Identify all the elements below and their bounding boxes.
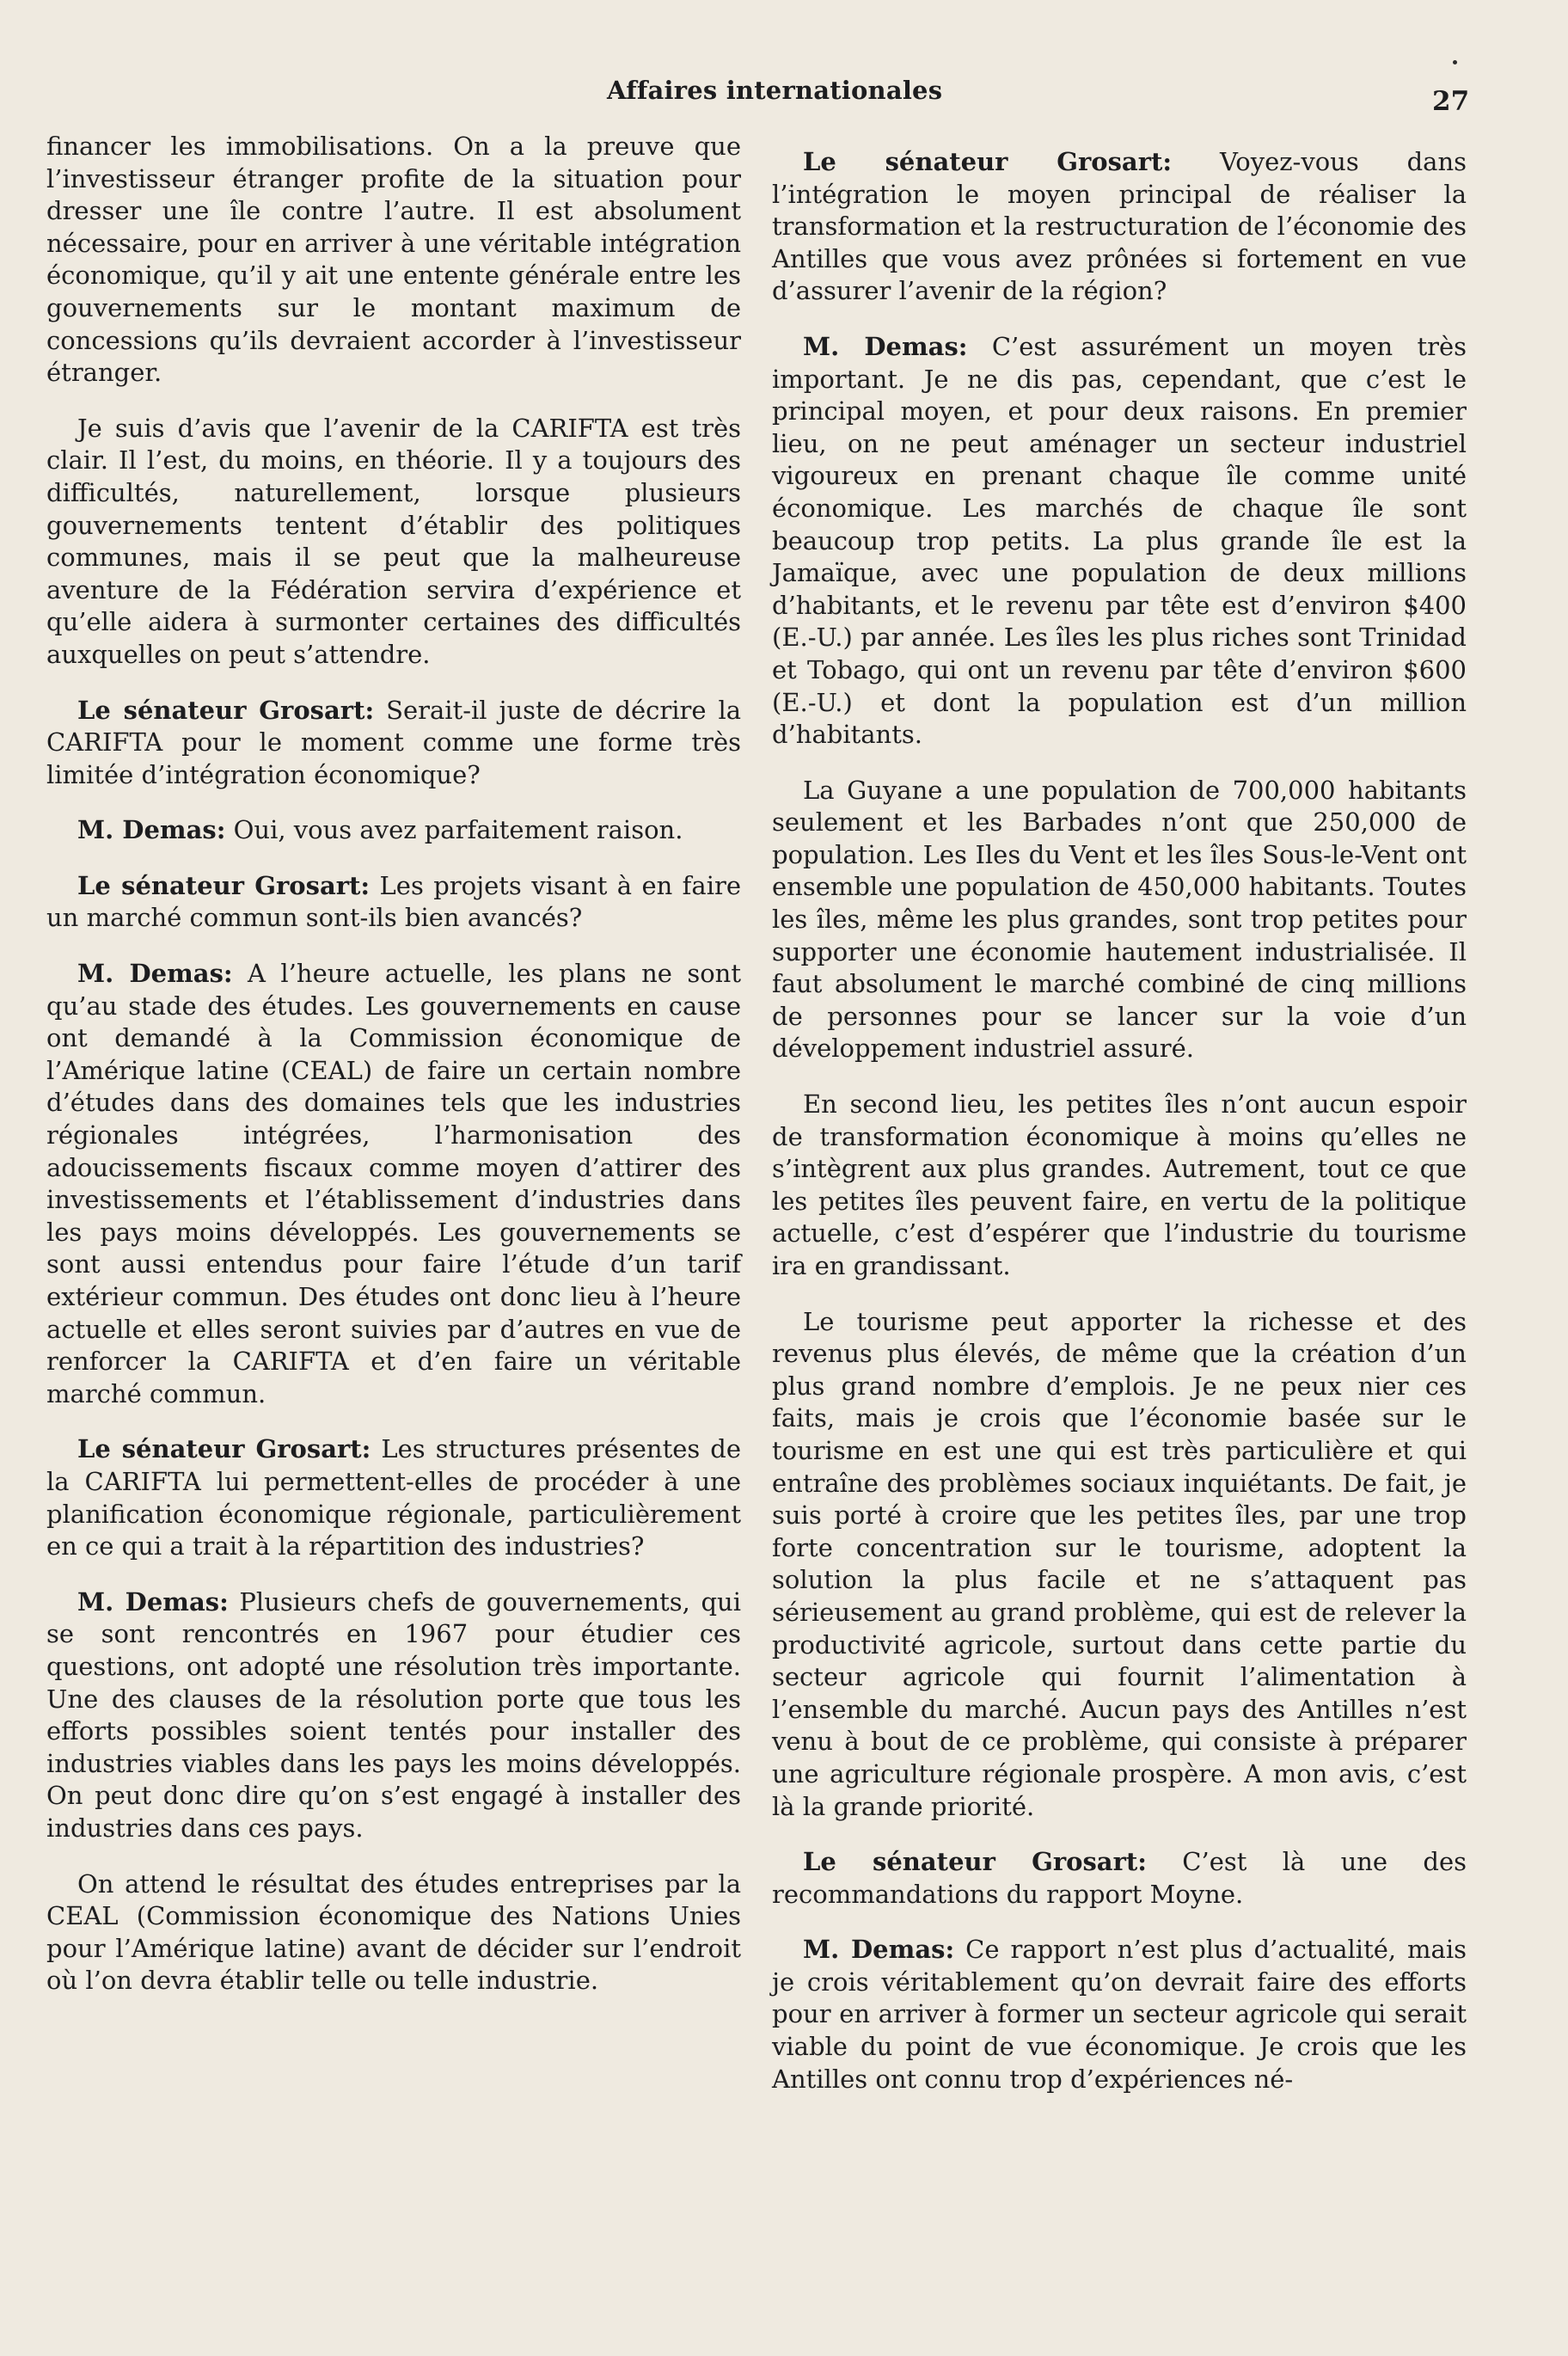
ink-dot xyxy=(1453,60,1457,64)
speaker-label: Le sénateur Grosart: xyxy=(803,1847,1147,1877)
paragraph xyxy=(46,1433,741,1562)
paragraph xyxy=(772,331,1467,752)
speaker-label: M. Demas: xyxy=(77,959,233,989)
running-header: Affaires internationales xyxy=(607,76,943,105)
paragraph-text: C’est là une des recommandations du rapport Moyne. xyxy=(772,1847,1467,1909)
speaker-label: Le sénateur Grosart: xyxy=(77,1434,371,1464)
right-column xyxy=(772,146,1467,2119)
left-column xyxy=(46,131,741,2021)
paragraph-text: Plusieurs chefs de gouvernements, qui se sont rencontrés en 1967 pour étudier ces questions, ont adopté une résolution très importante. Une des clauses de la résolution porte que tous les efforts possibles soient tentés pour installer des industries viables dans les pays les moins développés. On peut donc dire qu’on s’est engagé à installer des industries dans ces pays. xyxy=(46,1586,742,1843)
paragraph xyxy=(46,814,741,847)
paragraph-text: Je suis d’avis que l’avenir de la CARIFTA est très clair. Il l’est, du moins, en théorie. Il y a toujours des difficultés, naturellement, lorsque plusieurs gouvernements tentent d’établir des politiques communes, mais il se peut que la malheureuse aventure de la Fédération servira d’expérience et qu’elle aidera à surmonter certaines des difficultés auxquelles on peut s’attendre. xyxy=(46,413,741,669)
speaker-label: M. Demas: xyxy=(803,331,968,361)
paragraph-text: On attend le résultat des études entreprises par la CEAL (Commission économique des Nations Unies pour l’Amérique latine) avant de décider sur l’endroit où l’on devra établir telle ou telle industrie. xyxy=(46,1868,741,1996)
paragraph xyxy=(772,1846,1467,1911)
paragraph-text: Ce rapport n’est plus d’actualité, mais je crois véritablement qu’on devrait faire des efforts pour en arriver à former un secteur agricole qui serait viable du point de vue économique. Je crois que les Antilles ont connu trop d’expériences né- xyxy=(772,1935,1467,2094)
paragraph-text: Oui, vous avez parfaitement raison. xyxy=(233,815,683,845)
paragraph xyxy=(46,870,741,935)
speaker-label: Le sénateur Grosart: xyxy=(803,147,1173,176)
paragraph-text: A l’heure actuelle, les plans ne sont qu’au stade des études. Les gouvernements en cause ont demandé à la Commission économique de l’Amérique latine (CEAL) de faire un certain nombre d’études dans des domaines tels que les industries régionales intégrées, l’harmonisation des adoucissements fiscaux comme moyen d’attirer des investissements et l’établissement d’industries dans les pays moins développés. Les gouvernements se sont aussi entendus pour faire l’étude d’un tarif extérieur commun. Des études ont donc lieu à l’heure actuelle et elles seront suivies par d’autres en vue de renforcer la CARIFTA et d’en faire un véritable marché commun. xyxy=(46,959,741,1408)
paragraph xyxy=(772,1934,1467,2095)
speaker-label: M. Demas: xyxy=(77,1586,229,1617)
paragraph-text: financer les immobilisations. On a la preuve que l’investisseur étranger profite de la situation pour dresser une île contre l’autre. Il est absolument nécessaire, pour en arriver à une véritable intégration économique, qu’il y ait une entente générale entre les gouvernements sur le montant maximum de concessions qu’ils devraient accorder à l’investisseur étranger. xyxy=(46,132,741,388)
speaker-label: Le sénateur Grosart: xyxy=(77,870,371,900)
paragraph-text: Le tourisme peut apporter la richesse et des revenus plus élevés, de même que la création d’un plus grand nombre d’emplois. Je ne peux nier ces faits, mais je crois que l’économie basée sur le tourisme en est une qui est très particulière et qui entraîne des problèmes sociaux inquiétants. De fait, je suis porté à croire que les petites îles, par une trop forte concentration sur le tourisme, adoptent la solution la plus facile et ne s’attaquent pas sérieusement au grand problème, qui est de relever la productivité agricole, surtout dans cette partie du secteur agricole qui fournit l’alimentation à l’ensemble du marché. Aucun pays des Antilles n’est venu à bout de ce problème, qui consiste à préparer une agriculture régionale prospère. A mon avis, c’est là la grande priorité. xyxy=(772,1306,1467,1821)
paragraph xyxy=(772,775,1467,1065)
paragraph xyxy=(772,146,1467,308)
paragraph xyxy=(46,1868,741,1997)
paragraph-text: Les structures présentes de la CARIFTA lui permettent-elles de procéder à une planification économique régionale, particulièrement en ce qui a trait à la répartition des industries? xyxy=(46,1434,742,1561)
paragraph-text: C’est assurément un moyen très important. Je ne dis pas, cependant, que c’est le principal moyen, et pour deux raisons. En premier lieu, on ne peut aménager un secteur industriel vigoureux en prenant chaque île comme unité économique. Les marchés de chaque île sont beaucoup trop petits. La plus grande île est la Jamaïque, avec une population de deux millions d’habitants, et le revenu par tête est d’environ $400 (E.-U.) par année. Les îles les plus riches sont Trinidad et Tobago, qui ont un revenu par tête d’environ $600 (E.-U.) et dont la population est d’un million d’habitants. xyxy=(772,331,1467,750)
paragraph xyxy=(46,958,741,1410)
paragraph-text: En second lieu, les petites îles n’ont aucun espoir de transformation économique à moins qu’elles ne s’intègrent aux plus grandes. Autrement, tout ce que les petites îles peuvent faire, en vertu de la politique actuelle, c’est d’espérer que l’industrie du tourisme ira en grandissant. xyxy=(772,1089,1467,1280)
paragraph xyxy=(46,413,741,672)
speaker-label: M. Demas: xyxy=(803,1935,955,1965)
speaker-label: M. Demas: xyxy=(77,815,226,845)
speaker-label: Le sénateur Grosart: xyxy=(77,695,375,725)
paragraph-text: Les projets visant à en faire un marché commun sont-ils bien avancés? xyxy=(46,870,742,933)
paragraph xyxy=(46,1586,741,1845)
paragraph-text: Serait-il juste de décrire la CARIFTA pour le moment comme une forme très limitée d’intégration économique? xyxy=(46,695,742,789)
paragraph xyxy=(46,131,741,390)
paragraph xyxy=(772,1089,1467,1283)
paragraph xyxy=(46,695,741,792)
page-number: 27 xyxy=(1432,86,1470,117)
paragraph xyxy=(772,1306,1467,1824)
paragraph-text: La Guyane a une population de 700,000 habitants seulement et les Barbades n’ont que 250,000 de population. Les Iles du Vent et les îles Sous-le-Vent ont ensemble une population de 450,000 habitants. Toutes les îles, même les plus grandes, sont trop petites pour supporter une économie hautement industrialisée. Il faut absolument le marché combiné de cinq millions de personnes pour se lancer sur la voie d’un développement industriel assuré. xyxy=(772,775,1467,1064)
paragraph-text: Voyez-vous dans l’intégration le moyen principal de réaliser la transformation et la restructuration de l’économie des Antilles que vous avez prônées si fortement en vue d’assurer l’avenir de la région? xyxy=(772,147,1467,306)
